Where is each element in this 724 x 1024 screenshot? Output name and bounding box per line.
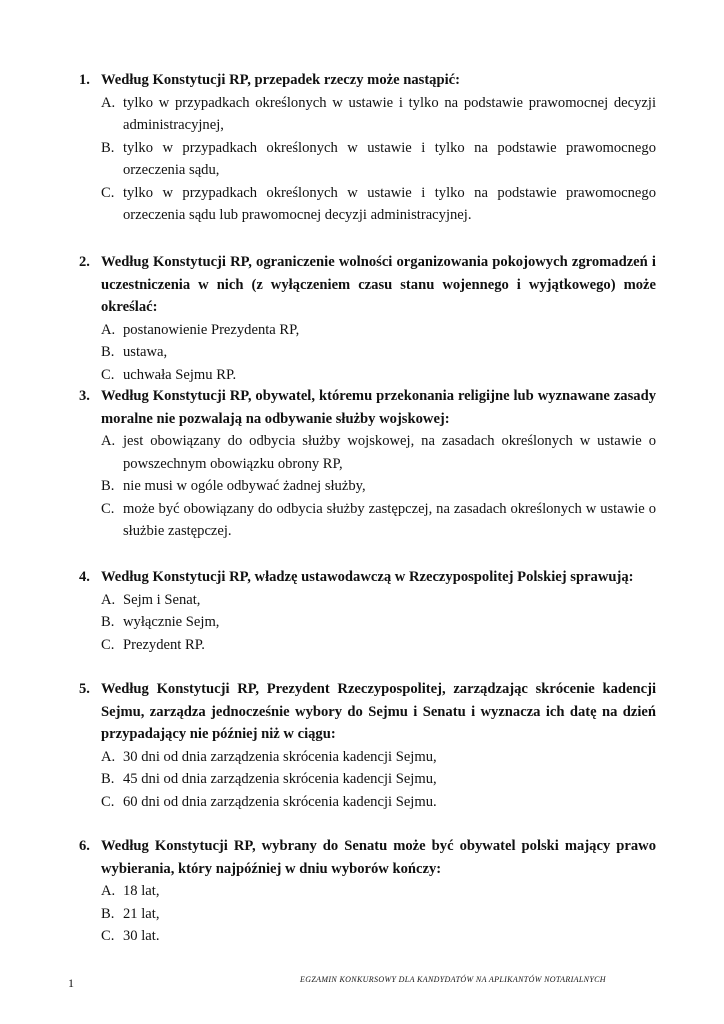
answer-option (101, 903, 656, 926)
option-letter: B. (101, 344, 115, 360)
answer-option (101, 182, 656, 227)
option-letter: A. (101, 433, 116, 449)
question-stem (79, 678, 656, 746)
option-text: wyłącznie Sejm, (123, 614, 220, 630)
answer-option (101, 611, 656, 634)
question-number: 5. (79, 681, 90, 697)
answer-option (101, 880, 656, 903)
question-number: 2. (79, 254, 90, 270)
option-text: nie musi w ogóle odbywać żadnej służby, (123, 478, 366, 494)
answer-option (101, 634, 656, 657)
page-number: 1 (68, 976, 74, 990)
option-letter: B. (101, 614, 115, 630)
option-letter: C. (101, 793, 115, 810)
question-number: 3. (79, 388, 90, 404)
answer-option (101, 319, 656, 342)
option-text: tylko w przypadkach określonych w ustawie i tylko na podstawie prawomocnej decyzji administracyjnej, (123, 94, 656, 133)
question-stem (79, 385, 656, 430)
option-letter: B. (101, 139, 115, 156)
option-text: tylko w przypadkach określonych w ustawie i tylko na podstawie prawomocnego orzeczenia sądu, (123, 139, 656, 178)
question-text: Według Konstytucji RP, ograniczenie wolności organizowania pokojowych zgromadzeń i uczestniczenia w nich (z wyłączeniem czasu stanu wojennego i wyjątkowego) może określać: (101, 254, 656, 315)
option-text: 18 lat, (123, 883, 160, 899)
question-5 (79, 678, 656, 813)
question-stem (79, 835, 656, 880)
option-text: ustawa, (123, 344, 168, 360)
option-letter: A. (101, 591, 116, 608)
answer-option (101, 791, 656, 814)
option-text: 30 lat. (123, 928, 160, 944)
option-letter: C. (101, 366, 115, 383)
answer-option (101, 925, 656, 948)
question-number: 4. (79, 569, 90, 585)
option-text: uchwała Sejmu RP. (123, 366, 237, 383)
option-letter: A. (101, 748, 116, 765)
answer-option (101, 341, 656, 364)
answer-option (101, 475, 656, 498)
option-letter: B. (101, 905, 115, 922)
option-letter: C. (101, 184, 115, 201)
option-letter: B. (101, 478, 115, 494)
question-1 (79, 69, 656, 227)
option-letter: B. (101, 771, 115, 787)
option-letter: A. (101, 883, 116, 899)
option-text: Sejm i Senat, (123, 591, 201, 608)
option-text: 30 dni od dnia zarządzenia skrócenia kadencji Sejmu, (123, 748, 437, 765)
question-6 (79, 835, 656, 948)
option-text: Prezydent RP. (123, 636, 205, 653)
answer-option (101, 498, 656, 543)
option-letter: A. (101, 321, 116, 338)
question-text: Według Konstytucji RP, Prezydent Rzeczypospolitej, zarządzając skrócenie kadencji Sejmu, zarządza jednocześnie wybory do Sejmu i Senatu i wyznacza ich datę na dzień przypadający nie później niż w ciągu: (101, 681, 656, 742)
answer-option (101, 364, 656, 387)
option-letter: C. (101, 928, 115, 944)
answer-option (101, 768, 656, 791)
option-text: 45 dni od dnia zarządzenia skrócenia kadencji Sejmu, (123, 771, 437, 787)
question-number: 6. (79, 838, 90, 854)
option-text: 21 lat, (123, 905, 160, 922)
question-text: Według Konstytucji RP, wybrany do Senatu może być obywatel polski mający prawo wybierania, który najpóźniej w dniu wyborów kończy: (101, 838, 656, 877)
option-text: może być obowiązany do odbycia służby zastępczej, na zasadach określonych w ustawie o służbie zastępczej. (123, 500, 656, 539)
answer-option (101, 137, 656, 182)
option-text: jest obowiązany do odbycia służby wojskowej, na zasadach określonych w ustawie o powszechnym obowiązku obrony RP, (123, 433, 656, 472)
question-3 (79, 385, 656, 543)
answer-option (101, 746, 656, 769)
question-2 (79, 251, 656, 386)
question-number: 1. (79, 72, 90, 88)
option-text: 60 dni od dnia zarządzenia skrócenia kadencji Sejmu. (123, 793, 437, 810)
option-letter: A. (101, 94, 116, 111)
question-text: Według Konstytucji RP, władzę ustawodawczą w Rzeczypospolitej Polskiej sprawują: (101, 569, 634, 585)
question-stem (79, 251, 656, 319)
option-letter: C. (101, 500, 115, 517)
option-letter: C. (101, 636, 115, 653)
question-4 (79, 566, 656, 656)
footer-title: EGZAMIN KONKURSOWY DLA KANDYDATÓW NA APLIKANTÓW NOTARIALNYCH (300, 975, 606, 984)
question-text: Według Konstytucji RP, obywatel, któremu przekonania religijne lub wyznawane zasady moralne nie pozwalają na odbywanie służby wojskowej: (101, 388, 656, 427)
answer-option (101, 589, 656, 612)
option-text: tylko w przypadkach określonych w ustawie i tylko na podstawie prawomocnego orzeczenia sądu lub prawomocnej decyzji administracyjnej. (123, 184, 656, 223)
question-stem (79, 69, 656, 92)
question-text: Według Konstytucji RP, przepadek rzeczy może nastąpić: (101, 72, 460, 88)
answer-option (101, 92, 656, 137)
question-stem (79, 566, 656, 589)
option-text: postanowienie Prezydenta RP, (123, 321, 300, 338)
answer-option (101, 430, 656, 475)
